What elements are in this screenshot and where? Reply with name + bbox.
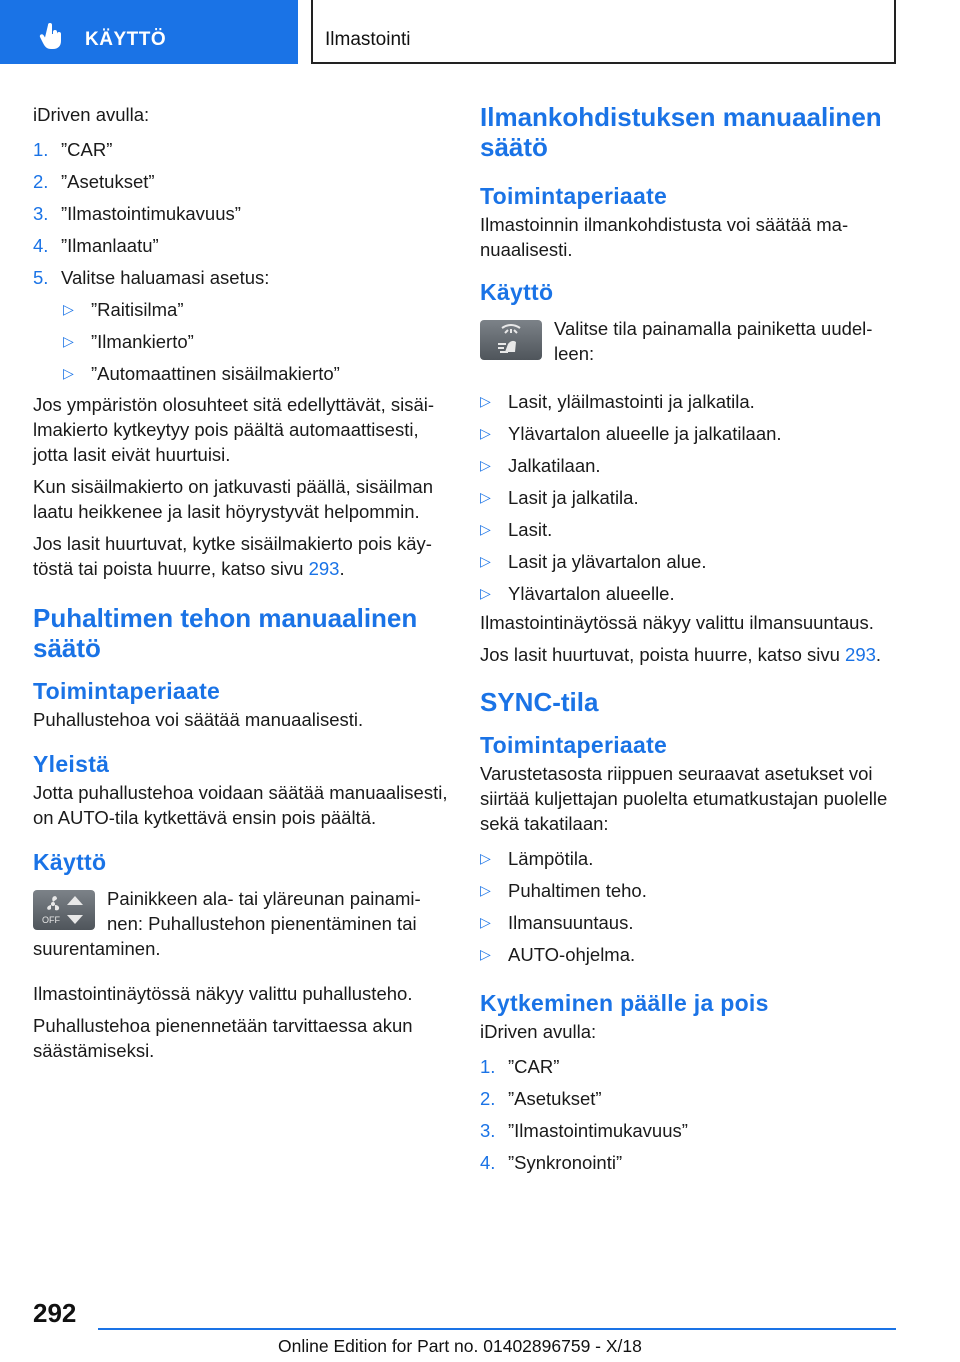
triangle-bullet-icon: ▷ <box>480 457 491 473</box>
left-column <box>33 102 448 1070</box>
list-item <box>33 230 448 262</box>
paragraph: Jos lasit huurtuvat, poista huurre, katso sivu 293. <box>480 644 882 665</box>
step-text: ”Asetukset” <box>508 1088 602 1109</box>
mode-text: Lasit ja jalkatila. <box>508 487 639 508</box>
triangle-bullet-icon: ▷ <box>480 882 491 898</box>
section-heading: SYNC-tila <box>480 687 599 717</box>
fan-control-block <box>33 886 448 961</box>
triangle-bullet-icon: ▷ <box>480 521 491 537</box>
subheading: Yleistä <box>33 751 110 777</box>
subheading: Kytkeminen päälle ja pois <box>480 990 769 1016</box>
triangle-bullet-icon: ▷ <box>63 301 74 317</box>
paragraph: Varustetasosta riippuen seuraavat asetukset voi siirtää kuljettajan puolelta etumatkustajan puolelle sekä takatilaan: <box>480 763 888 834</box>
list-item <box>480 843 900 875</box>
triangle-bullet-icon: ▷ <box>480 553 491 569</box>
step-text: ”Ilmastointimukavuus” <box>508 1120 688 1141</box>
option-text: ”Raitisilma” <box>91 299 184 320</box>
step-number: 1. <box>480 1056 496 1077</box>
paragraph: Puhallustehoa pienennetään tarvittaessa akun säästämiseksi. <box>33 1015 413 1061</box>
paragraph: Kun sisäilmakierto on jatkuvasti päällä, sisäilman laatu heikkenee ja lasit höyrystyvät helpommin. <box>33 476 433 522</box>
list-item <box>480 939 900 971</box>
sync-item-text: AUTO-ohjelma. <box>508 944 636 965</box>
list-item <box>480 1147 900 1179</box>
section-label: KÄYTTÖ <box>85 29 167 50</box>
list-item <box>480 482 900 514</box>
step-text: ”Asetukset” <box>61 171 155 192</box>
chapter-title: Ilmastointi <box>325 29 411 50</box>
hand-pointer-icon <box>38 22 66 50</box>
sync-item-text: Ilmansuuntaus. <box>508 912 634 933</box>
mode-text: Jalkatilaan. <box>508 455 601 476</box>
triangle-bullet-icon: ▷ <box>480 914 491 930</box>
step-number: 5. <box>33 267 49 288</box>
step-text: ”Ilmanlaatu” <box>61 235 159 256</box>
fan-button-icon <box>33 890 95 930</box>
sync-item-text: Lämpötila. <box>508 848 594 869</box>
list-item <box>480 514 900 546</box>
step-number: 3. <box>480 1120 496 1141</box>
air-distribution-button-icon <box>480 320 542 360</box>
step-number: 4. <box>33 235 49 256</box>
triangle-bullet-icon: ▷ <box>480 393 491 409</box>
triangle-bullet-icon: ▷ <box>480 425 491 441</box>
footer-divider <box>98 1328 896 1330</box>
mode-text: Lasit, yläilmastointi ja jalkatila. <box>508 391 755 412</box>
list-item <box>480 907 900 939</box>
subheading: Käyttö <box>33 849 107 875</box>
triangle-bullet-icon: ▷ <box>480 850 491 866</box>
step-text: ”Synkronointi” <box>508 1152 623 1173</box>
page-link[interactable]: 293 <box>308 558 340 579</box>
triangle-bullet-icon: ▷ <box>480 946 491 962</box>
paragraph: Puhallustehoa voi säätää manuaalisesti. <box>33 709 364 730</box>
subheading: Toimintaperiaate <box>33 678 221 704</box>
list-item <box>33 134 448 166</box>
sync-items <box>480 843 900 971</box>
mode-text: Lasit. <box>508 519 553 540</box>
paragraph: Ilmastointinäytössä näkyy valittu ilmansuuntaus. <box>480 612 874 633</box>
paragraph: Jos lasit huurtuvat, kytke sisäilmakierto pois käytöstä tai poista huurre, katso sivu 293. <box>33 533 432 579</box>
mode-text: Ylävartalon alueelle. <box>508 583 675 604</box>
air-modes <box>480 378 900 610</box>
list-item <box>480 578 900 610</box>
list-item <box>480 875 900 907</box>
paragraph: Ilmastointinäytössä näkyy valittu puhallusteho. <box>33 983 413 1004</box>
fan-off-label: OFF <box>42 915 60 925</box>
list-item <box>33 262 448 294</box>
list-item <box>480 386 900 418</box>
step-number: 1. <box>33 139 49 160</box>
paragraph-text: Jos lasit huurtuvat, kytke sisäilmakierto pois käytöstä tai poista huurre, katso sivu <box>33 533 432 579</box>
list-item <box>480 1051 900 1083</box>
paragraph: Valitse tila painamalla painiketta uudelleen: <box>554 318 873 364</box>
intro-text: iDriven avulla: <box>33 104 150 125</box>
paragraph: Jotta puhallustehoa voidaan säätää manuaalisesti, on AUTO-tila kytkettävä ensin pois päältä. <box>33 782 448 828</box>
paragraph: Painikkeen ala- tai yläreunan painaminen: Puhallustehon pienentäminen tai suurentaminen. <box>33 888 421 959</box>
right-column <box>480 102 900 1179</box>
step-text: ”CAR” <box>61 139 113 160</box>
step-number: 2. <box>33 171 49 192</box>
step-text: Valitse haluamasi asetus: <box>61 267 270 288</box>
triangle-bullet-icon: ▷ <box>63 333 74 349</box>
air-distribution-block <box>480 316 900 366</box>
step-text: ”CAR” <box>508 1056 560 1077</box>
settings-steps <box>33 134 448 294</box>
triangle-bullet-icon: ▷ <box>63 365 74 381</box>
subheading: Käyttö <box>480 279 554 305</box>
paragraph: Jos ympäristön olosuhteet sitä edellyttävät, sisäilmakierto kytkeytyy pois päältä automaattisesti, jotta lasit eivät huurtuisi. <box>33 394 435 465</box>
step-number: 2. <box>480 1088 496 1109</box>
section-heading: Ilmankohdistuksen manuaalinen säätö <box>480 102 882 162</box>
edition-text: Online Edition for Part no. 01402896759 - X/18 <box>278 1336 642 1356</box>
paragraph: Ilmastoinnin ilmankohdistusta voi säätää manuaalisesti. <box>480 214 849 260</box>
list-item <box>33 326 448 358</box>
list-item <box>33 294 448 326</box>
sync-steps <box>480 1051 900 1179</box>
subheading: Toimintaperiaate <box>480 732 668 758</box>
list-item <box>480 546 900 578</box>
mode-text: Lasit ja ylävartalon alue. <box>508 551 707 572</box>
fan-icon <box>33 890 95 930</box>
air-distribution-icon <box>480 320 542 360</box>
subheading: Toimintaperiaate <box>480 183 668 209</box>
mode-text: Ylävartalon alueelle ja jalkatilaan. <box>508 423 782 444</box>
triangle-bullet-icon: ▷ <box>480 585 491 601</box>
sync-item-text: Puhaltimen teho. <box>508 880 647 901</box>
list-item <box>480 418 900 450</box>
intro-text: iDriven avulla: <box>480 1021 597 1042</box>
list-item <box>33 198 448 230</box>
section-tab[interactable] <box>0 0 298 64</box>
triangle-bullet-icon: ▷ <box>480 489 491 505</box>
page-link[interactable]: 293 <box>845 644 876 665</box>
list-item <box>480 1115 900 1147</box>
list-item <box>33 358 448 390</box>
step-text: ”Ilmastointimukavuus” <box>61 203 241 224</box>
list-item <box>480 1083 900 1115</box>
step-number: 4. <box>480 1152 496 1173</box>
page-number: 292 <box>33 1298 77 1328</box>
paragraph-text: Jos lasit huurtuvat, poista huurre, katso sivu <box>480 644 840 665</box>
list-item <box>33 166 448 198</box>
air-options <box>33 294 448 390</box>
section-heading: Puhaltimen tehon manuaalinen säätö <box>33 603 418 663</box>
option-text: ”Automaattinen sisäilmakierto” <box>91 363 340 384</box>
step-number: 3. <box>33 203 49 224</box>
option-text: ”Ilmankierto” <box>91 331 194 352</box>
list-item <box>480 450 900 482</box>
